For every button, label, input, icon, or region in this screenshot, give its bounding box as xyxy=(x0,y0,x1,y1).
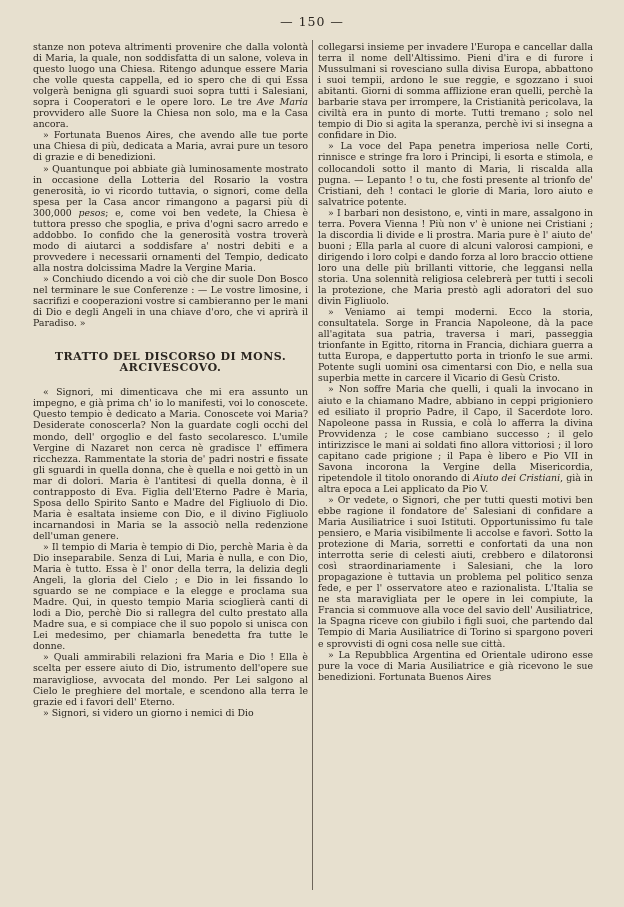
section-title: TRATTO DEL DISCORSO DI MONS. ARCIVESCOVO. xyxy=(54,350,287,375)
paragraph: stanze non poteva altrimenti provenire che dalla volontà di Maria, la quale, non soddisfatta di un salone, voleva in questo luogo una Chiesa. Ritengo adunque essere Maria che volle questa cappella, ed io spero che di qui Essa volgerà benigna gli sguardi suoi sopra tutti i Salesiani, sopra i Cooperatori e le opere loro. Le tre Ave Maria provvidero alle Suore la Chiesa non solo, ma e la Casa ancora. xyxy=(33,42,308,131)
paragraph: » Non soffre Maria che quelli, i quali la invocano in aiuto e la chiamano Madre, abbiano in ceppi prigioniero ed esiliato il proprio Padre, il Capo, il Sacerdote loro. Napoleone passa in Russia, e colà lo afferra la divina Provvidenza ; le cose cambiano successo ; il gelo intirizzisce le mani ai soldati fino allora vittoriosi ; il loro capitano cade prigione ; il Papa è libero e Pio VII in Savona incorona la Vergine della Misericordia, ripetendole il titolo onorando di Aiuto dei Cristiani, già in altra epoca a Lei applicato da Pio V. xyxy=(318,384,593,495)
paragraph: » Il tempio di Maria è tempio di Dio, perchè Maria è da Dio inseparabile. Senza di Lui, Maria è nulla, e con Dio, Maria è tutto. Essa è l' onor della terra, la delizia degli Angeli, la gloria del Cielo ; e Dio in lei fissando lo sguardo se ne compiace e la elegge e proclama sua Madre. Qui, in questo tempio Maria scioglierà canti di lodi a Dio, perchè Dio si rallegra del culto prestato alla Madre sua, e si compiace che il suo popolo si unisca con Lei medesimo, per chiamarla benedetta fra tutte le donne. xyxy=(33,541,308,653)
paragraph: » La Repubblica Argentina ed Orientale udirono esse pure la voce di Maria Ausiliatrice e già ricevono le sue benedizioni. Fortunata Buenos Aires xyxy=(318,649,593,683)
left-column xyxy=(33,42,308,887)
paragraph: » Quali ammirabili relazioni fra Maria e Dio ! Ella è scelta per essere aiuto di Dio, istrumento dell'opere sue maravigliose, avvocata del mondo. Per Lei salgono al Cielo le preghiere del mortale, e scendono alla terra le grazie ed i favori dell' Eterno. xyxy=(33,652,308,708)
italic-text: pesos xyxy=(78,207,106,219)
paragraph: » Fortunata Buenos Aires, che avendo alle tue porte una Chiesa di più, dedicata a Maria, avrai pure un tesoro di grazie e di benedizioni. xyxy=(33,130,308,164)
paragraph: » Veniamo ai tempi moderni. Ecco la storia, consultatela. Sorge in Francia Napoleone, dà la pace all'agitata sua patria, traversa i mari, passeggia trionfante in Egitto, ritorna in Francia, dichiara guerra a tutta Europa, e dappertutto porta in trionfo le sue armi. Potente sugli uomini osa cimentarsi con Dio, e nella sua superbia mette in carcere il Vicario di Gesù Cristo. xyxy=(318,307,593,385)
paragraph: » Signori, si videro un giorno i nemici di Dio xyxy=(43,707,254,719)
paragraph: « Signori, mi dimenticava che mi era assunto un impegno, e già prima ch' io lo manifesti, voi lo conoscete. Questo tempio è dedicato a Maria. Conoscete voi Maria? Desiderate conoscerla? Non la guardate cogli occhi del mondo, dell' orgoglio e del fasto secolaresco. L'umile Vergine di Nazaret non cerca nè gradisce l' effimera ricchezza. Rammentate la storia de' padri nostri e fissate gli sguardi in quella donna, che è quella e noi gettò in un mar di dolori. Maria è l'antitesi di quella donna, è il contrapposto di Eva. Figlia dell'Eterno Padre è Maria, Sposa dello Spirito Santo e Madre del Figliuolo di Dio. Maria è esaltata insieme con Dio, e il divino Figliuolo incarnandosi in Maria se la associò nella redenzione dell'uman genere. xyxy=(33,387,308,542)
paragraph: collegarsi insieme per invadere l'Europa e cancellar dalla terra il nome dell'Altissimo. Pieni d'ira e di furore i Mussulmani si rovesciano sulla divisa Europa, abbattono i suoi tempii, ardono le sue reggie, e sgozzano i suoi abitanti. Giorni di somma afflizione eran quelli, perchè la barbarie stava per irrompere, la Cristianità pericolava, la civiltà era in punto di morte. Tutti tremano ; solo nel tempio di Dio si agita la speranza, perchè ivi si insegna a confidare in Dio. xyxy=(318,42,593,142)
column-divider xyxy=(312,40,313,890)
paragraph: » Or vedete, o Signori, che per tutti questi motivi ben ebbe ragione il fondatore de' Salesiani di confidare a Maria Ausiliatrice i suoi Istituti. Opportunissimo fu tale pensiero, e Maria visibilmente li accolse e favorì. Sotto la protezione di Maria, sorretti e confortati da una non interrotta serie di celesti aiuti, crebbero e dilatoronsi così straordinariamente i Salesiani, che la loro propagazione è tuttavia un problema pel politico senza fede, e per l' osservatore ateo e razionalista. L'Italia se ne sta maravigliata per le opere in lei compiute, la Francia si commuove alla voce del savio dell' Ausiliatrice, la Spagna riceve con giubilo i figli suoi, che partendo dal Tempio di Maria Ausiliatrice di Torino si spargono poveri e sprovvisti di ogni cosa nelle sue città. xyxy=(318,494,593,650)
page-number: — 150 — xyxy=(280,14,344,29)
italic-text: Aiuto dei Cristiani xyxy=(473,472,561,484)
italic-text: Ave Maria xyxy=(257,97,308,109)
right-column xyxy=(318,42,593,887)
paragraph: » Conchiudo dicendo a voi ciò che dir suole Don Bosco nel terminare le sue Conferenze : — Le vostre limosine, i sacrifizi e cooperazioni vostre si cambieranno per le mani di Dio e degli Angeli in una chiave d'oro, che vi aprirà il Paradiso. » xyxy=(33,273,308,330)
paragraph: » La voce del Papa penetra imperiosa nelle Corti, rinnisce e stringe fra loro i Principi, li esorta e stimola, e collocandoli sotto il manto di Maria, li riscalda alla pugna. — Lepanto ! o tu, che fosti presente al trionfo de' Cristiani, deh ! contaci le glorie di Maria, loro aiuto e salvatrice potente. xyxy=(318,141,593,208)
paragraph: » I barbari non desistono, e, vinti in mare, assalgono in terra. Povera Vienna ! Più non v' è unione nei Cristiani ; la discordia li divide e li prostra. Maria pure è l' aiuto de' buoni ; Ella parla al cuore di alcuni valorosi campioni, e dirigendo i loro colpi e dando forza al loro braccio ottiene loro una delle più brillanti vittorie, che leggansi nella storia. Una solennità religiosa celebrerà per tutti i secoli la protezione, che Maria prestò agli adoratori del suo divin Figliuolo. xyxy=(318,207,593,308)
paragraph: » Quantunque poi abbiate già luminosamente mostrato in occasione della Lotteria del Rosario la vostra generosità, io vi ricordo tuttavia, o signori, come della spesa per la Casa ancor rimangono a pagarsi più di 300,000 pesos; e, come voi ben vedete, la Chiesa è tuttora presso che spoglia, e priva d'ogni sacro arredo e addobbo. Io confido che la generosità vostra troverà modo di aiutarci a soddisfare a' nostri debiti e a provvedere i necessarii ornamenti del Tempio, dedicato alla nostra dolcissima Madre la Vergine Maria. xyxy=(33,163,308,274)
